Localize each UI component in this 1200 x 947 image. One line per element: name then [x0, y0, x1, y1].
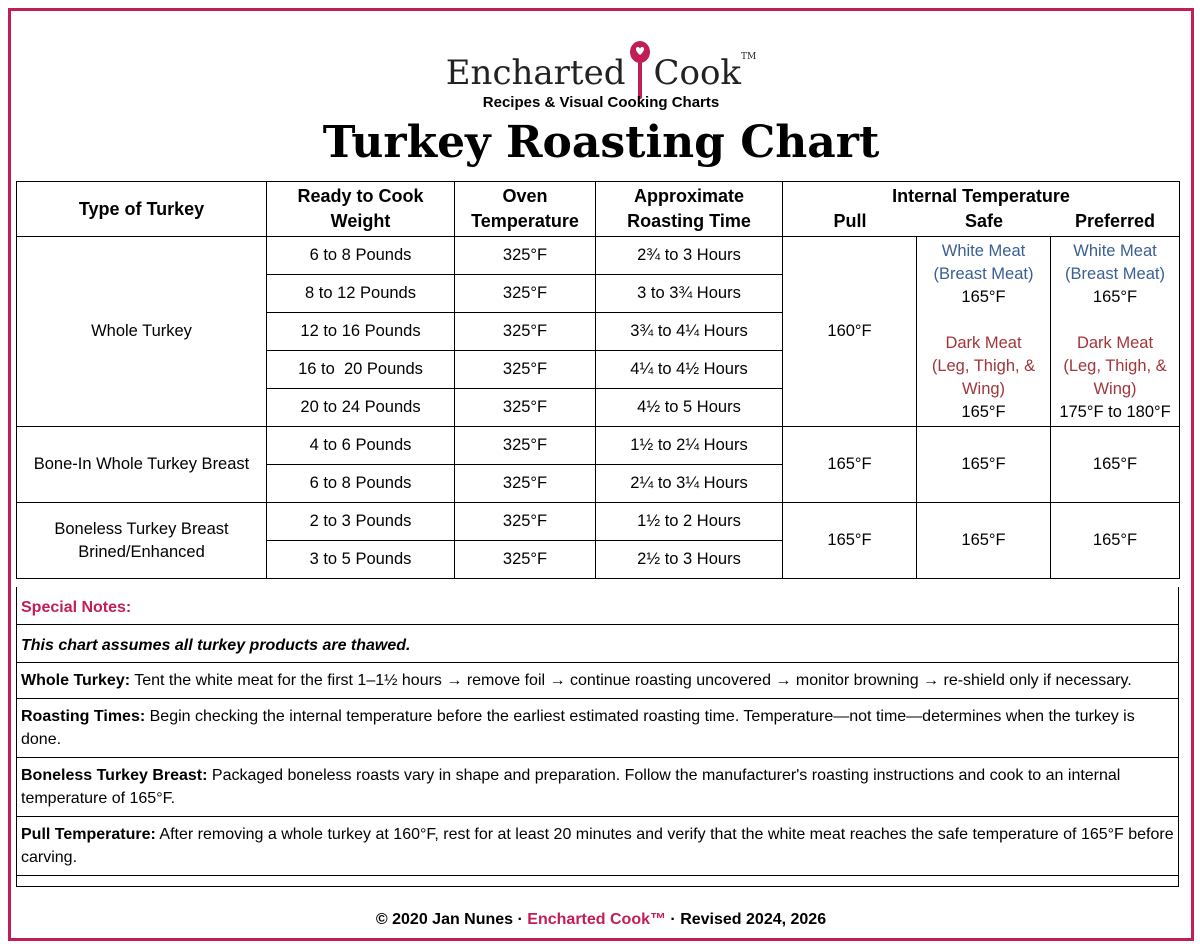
header-preferred: Preferred	[1074, 211, 1156, 231]
weight-cell: 6 to 8 Pounds	[267, 237, 455, 275]
time-cell: 2¾ to 3 Hours	[596, 237, 783, 275]
weight-cell: 16 to 20 Pounds	[267, 351, 455, 389]
table-row	[17, 503, 1180, 541]
weight-cell: 12 to 16 Pounds	[267, 313, 455, 351]
time-cell: 3¾ to 4¼ Hours	[596, 313, 783, 351]
notes-bottom-rule	[16, 876, 1179, 887]
chart-frame	[8, 8, 1194, 941]
oven-cell: 325°F	[455, 351, 596, 389]
oven-cell: 325°F	[455, 275, 596, 313]
oven-cell: 325°F	[455, 465, 596, 503]
weight-cell: 20 to 24 Pounds	[267, 389, 455, 427]
special-notes	[16, 587, 1179, 887]
time-cell: 4¼ to 4½ Hours	[596, 351, 783, 389]
roasting-table	[16, 181, 1180, 579]
header-row	[17, 182, 1180, 237]
safe-cell: 165°F	[917, 427, 1051, 503]
oven-cell: 325°F	[455, 503, 596, 541]
oven-cell: 325°F	[455, 541, 596, 579]
preferred-cell: White Meat (Breast Meat) 165°F Dark Meat (Leg, Thigh, & Wing) 175°F to 180°F	[1051, 237, 1180, 427]
page-title: Turkey Roasting Chart	[322, 117, 880, 168]
footer: © 2020 Jan Nunes · Encharted Cook™ · Revised 2024, 2026	[375, 911, 827, 928]
note-whole-turkey: Whole Turkey: Tent the white meat for the first 1–1½ hours → remove foil → continue roasting uncovered → monitor browning → re-shield only if necessary.	[16, 663, 1179, 699]
logo-name-left: Encharted	[445, 53, 626, 93]
logo-name-right: Cook	[653, 53, 742, 93]
weight-cell: 8 to 12 Pounds	[267, 275, 455, 313]
logo-trademark: TM	[741, 52, 757, 62]
pull-cell: 165°F	[783, 503, 917, 579]
table-row	[17, 237, 1180, 275]
type-boneless-breast: Boneless Turkey Breast Brined/Enhanced	[17, 503, 267, 579]
header-oven: Oven Temperature	[455, 182, 596, 237]
header-safe: Safe	[964, 211, 1004, 231]
weight-cell: 3 to 5 Pounds	[267, 541, 455, 579]
header-internal	[783, 182, 1180, 237]
time-cell: 2¼ to 3¼ Hours	[596, 465, 783, 503]
note-pull-temperature: Pull Temperature: After removing a whole turkey at 160°F, rest for at least 20 minutes and verify that the white meat reaches the safe temperature of 165°F before carving.	[16, 817, 1179, 876]
oven-cell: 325°F	[455, 313, 596, 351]
header-time: Approximate Roasting Time	[596, 182, 783, 237]
oven-cell: 325°F	[455, 427, 596, 465]
tagline: Recipes & Visual Cooking Charts	[482, 94, 720, 111]
weight-cell: 6 to 8 Pounds	[267, 465, 455, 503]
footer-brand: Encharted Cook™	[527, 911, 666, 928]
header-pull: Pull	[833, 211, 867, 231]
time-cell: 3 to 3¾ Hours	[596, 275, 783, 313]
header-internal-label: Internal Temperature	[892, 186, 1070, 206]
note-boneless-breast: Boneless Turkey Breast: Packaged boneless roasts vary in shape and preparation. Follow the manufacturer's roasting instructions and cook to an internal temperature of 165°F.	[16, 758, 1179, 817]
oven-cell: 325°F	[455, 389, 596, 427]
pull-cell: 165°F	[783, 427, 917, 503]
oven-cell: 325°F	[455, 237, 596, 275]
logo	[11, 33, 1191, 93]
weight-cell: 4 to 6 Pounds	[267, 427, 455, 465]
preferred-cell: 165°F	[1051, 503, 1180, 579]
spoon-heart-icon	[629, 41, 651, 101]
type-whole-turkey: Whole Turkey	[17, 237, 267, 427]
notes-assumption: This chart assumes all turkey products are thawed.	[16, 625, 1179, 663]
header-type: Type of Turkey	[17, 182, 267, 237]
pull-cell: 160°F	[783, 237, 917, 427]
time-cell: 1½ to 2 Hours	[596, 503, 783, 541]
preferred-cell: 165°F	[1051, 427, 1180, 503]
time-cell: 4½ to 5 Hours	[596, 389, 783, 427]
type-bone-in-breast: Bone-In Whole Turkey Breast	[17, 427, 267, 503]
header-weight: Ready to Cook Weight	[267, 182, 455, 237]
table-row	[17, 427, 1180, 465]
weight-cell: 2 to 3 Pounds	[267, 503, 455, 541]
safe-cell: White Meat (Breast Meat) 165°F Dark Meat (Leg, Thigh, & Wing) 165°F	[917, 237, 1051, 427]
note-roasting-times: Roasting Times: Begin checking the internal temperature before the earliest estimated roasting time. Temperature—not time—determines when the turkey is done.	[16, 699, 1179, 758]
notes-heading: Special Notes:	[16, 587, 1179, 625]
time-cell: 1½ to 2¼ Hours	[596, 427, 783, 465]
safe-cell: 165°F	[917, 503, 1051, 579]
time-cell: 2½ to 3 Hours	[596, 541, 783, 579]
